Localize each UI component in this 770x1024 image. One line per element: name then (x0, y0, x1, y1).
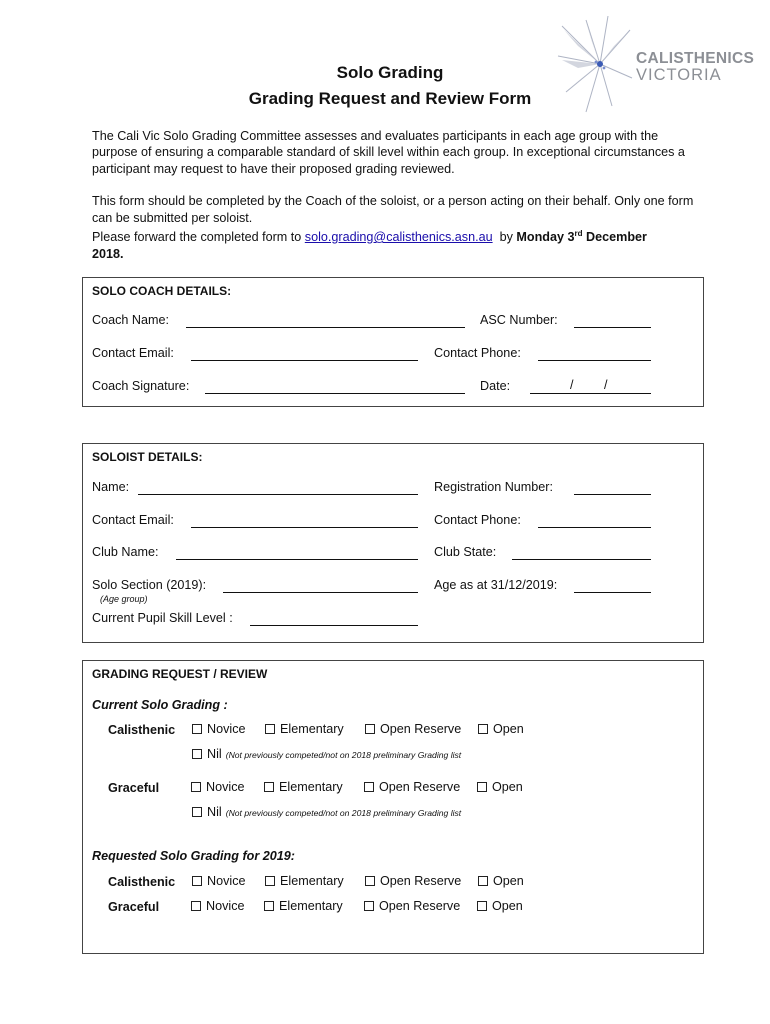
club-state-field[interactable] (512, 559, 651, 560)
checkbox[interactable] (192, 807, 202, 817)
current-calisthenic-open-reserve[interactable]: Open Reserve (365, 722, 461, 736)
soloist-details-section (82, 443, 704, 643)
registration-number-field[interactable] (574, 494, 651, 495)
requested-calisthenic-elementary[interactable]: Elementary (265, 874, 344, 888)
checkbox[interactable] (477, 901, 487, 911)
coach-name-label: Coach Name: (92, 313, 169, 327)
current-graceful-elementary[interactable]: Elementary (264, 780, 343, 794)
age-field[interactable] (574, 592, 651, 593)
coach-email-label: Contact Email: (92, 346, 174, 360)
checkbox[interactable] (264, 901, 274, 911)
coach-details-section (82, 277, 704, 407)
grading-section-heading: GRADING REQUEST / REVIEW (92, 667, 268, 681)
by-text: by (492, 230, 517, 245)
date-field[interactable] (530, 393, 651, 394)
checkbox[interactable] (264, 782, 274, 792)
current-calisthenic-nil[interactable]: Nil (Not previously competed/not on 2018 preliminary Grading list (192, 747, 461, 761)
soloist-email-field[interactable] (191, 527, 418, 528)
club-name-label: Club Name: (92, 545, 159, 559)
coach-phone-label: Contact Phone: (434, 346, 521, 360)
current-graceful-nil[interactable]: Nil (Not previously competed/not on 2018 preliminary Grading list (192, 805, 461, 819)
logo-line2: VICTORIA (636, 66, 722, 84)
coach-name-field[interactable] (186, 327, 465, 328)
current-calisthenic-label: Calisthenic (108, 723, 176, 737)
requested-calisthenic-open-reserve[interactable]: Open Reserve (365, 874, 461, 888)
current-graceful-label: Graceful (108, 781, 160, 795)
age-label: Age as at 31/12/2019: (434, 578, 558, 592)
checkbox[interactable] (365, 724, 375, 734)
club-state-label: Club State: (434, 545, 497, 559)
requested-calisthenic-label: Calisthenic (108, 875, 176, 889)
skill-level-label: Current Pupil Skill Level : (92, 611, 233, 625)
current-graceful-open[interactable]: Open (477, 780, 523, 794)
checkbox[interactable] (191, 901, 201, 911)
requested-grading-heading: Requested Solo Grading for 2019: (92, 849, 295, 863)
skill-level-field[interactable] (250, 625, 418, 626)
soloist-email-label: Contact Email: (92, 513, 174, 527)
checkbox[interactable] (265, 724, 275, 734)
checkbox[interactable] (478, 876, 488, 886)
coach-section-heading: SOLO COACH DETAILS: (92, 284, 232, 298)
checkbox[interactable] (191, 782, 201, 792)
asc-number-label: ASC Number: (480, 313, 558, 327)
asc-number-field[interactable] (574, 327, 651, 328)
soloist-name-field[interactable] (138, 494, 418, 495)
soloist-name-label: Name: (92, 480, 130, 494)
coach-signature-label: Coach Signature: (92, 379, 190, 393)
checkbox[interactable] (364, 782, 374, 792)
logo-line1: CALISTHENICS (636, 50, 755, 67)
requested-graceful-novice[interactable]: Novice (191, 899, 245, 913)
intro-paragraph-1: The Cali Vic Solo Grading Committee assesses and evaluates participants in each age group with the purpose of ensuring a comparable standard of skill level within each group. In exceptional circumstances a participant may request to have their proposed grading reviewed. (92, 129, 685, 176)
checkbox[interactable] (265, 876, 275, 886)
date-separator-1: / (570, 378, 574, 392)
forward-text: Please forward the completed form to (92, 230, 305, 245)
date-separator-2: / (604, 378, 608, 392)
requested-calisthenic-novice[interactable]: Novice (192, 874, 246, 888)
coach-email-field[interactable] (191, 360, 418, 361)
checkbox[interactable] (192, 749, 202, 759)
intro-paragraph-2 (92, 193, 702, 262)
current-grading-heading: Current Solo Grading : (92, 698, 228, 712)
checkbox[interactable] (478, 724, 488, 734)
soloist-phone-field[interactable] (538, 527, 651, 528)
checkbox[interactable] (365, 876, 375, 886)
checkbox[interactable] (192, 876, 202, 886)
intro-paragraph-2a: This form should be completed by the Coach of the soloist, or a person acting on their behalf. Only one form can be submitted per soloist. (92, 194, 694, 225)
checkbox[interactable] (364, 901, 374, 911)
age-group-hint: (Age group) (100, 594, 148, 604)
current-calisthenic-elementary[interactable]: Elementary (265, 722, 344, 736)
coach-signature-field[interactable] (205, 393, 465, 394)
requested-graceful-label: Graceful (108, 900, 160, 914)
deadline-month: December (582, 230, 647, 245)
date-label: Date: (480, 379, 511, 393)
grading-request-section (82, 660, 704, 954)
soloist-phone-label: Contact Phone: (434, 513, 521, 527)
solo-section-field[interactable] (223, 592, 418, 593)
solo-section-label: Solo Section (2019): (92, 578, 207, 592)
deadline-day: Monday 3 (516, 230, 575, 245)
intro-paragraph-2b (92, 226, 702, 246)
requested-calisthenic-open[interactable]: Open (478, 874, 524, 888)
checkbox[interactable] (192, 724, 202, 734)
current-graceful-open-reserve[interactable]: Open Reserve (364, 780, 460, 794)
registration-number-label: Registration Number: (434, 480, 553, 494)
club-name-field[interactable] (176, 559, 418, 560)
deadline-year: 2018. (92, 246, 124, 261)
checkbox[interactable] (477, 782, 487, 792)
email-link[interactable]: solo.grading@calisthenics.asn.au (304, 230, 493, 245)
page-title (180, 60, 600, 112)
requested-graceful-open[interactable]: Open (477, 899, 523, 913)
current-graceful-novice[interactable]: Novice (191, 780, 245, 794)
requested-graceful-elementary[interactable]: Elementary (264, 899, 343, 913)
title-line1: Solo Grading (336, 63, 444, 82)
current-calisthenic-novice[interactable]: Novice (192, 722, 246, 736)
requested-graceful-open-reserve[interactable]: Open Reserve (364, 899, 460, 913)
deadline-sup: rd (574, 229, 583, 239)
title-line2: Grading Request and Review Form (248, 89, 532, 108)
soloist-section-heading: SOLOIST DETAILS: (92, 450, 203, 464)
intro-text (92, 128, 702, 262)
coach-phone-field[interactable] (538, 360, 651, 361)
current-calisthenic-open[interactable]: Open (478, 722, 524, 736)
